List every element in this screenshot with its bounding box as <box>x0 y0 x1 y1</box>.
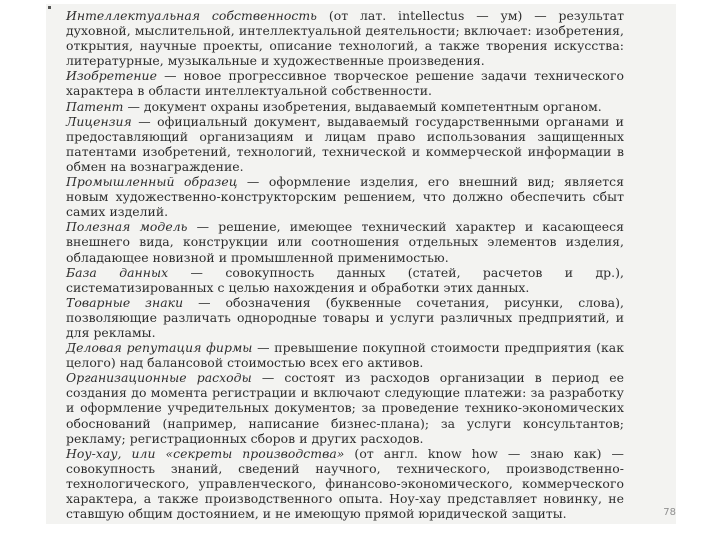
entry-license <box>66 114 624 174</box>
entry-term: Ноу-хау, или «секреты производства» <box>66 445 345 461</box>
entry-term: Лицензия <box>66 113 132 129</box>
entry-definition: — новое прогрессивное творческое решение задачи технического характера в области интеллектуальной собственности. <box>66 68 624 99</box>
entry-organizational-expenses <box>66 370 624 445</box>
entry-definition: (от лат. intellectus — ум) — результат духовной, мыслительной, интеллектуальной деятельности; включает: изобретения, открытия, научные проекты, описание технологий, а также творения искусства: литературные, музыкальные и художественные произведения. <box>66 8 625 69</box>
entry-definition: — оформление изделия, его внешний вид; является новым художественно-конструкторским решением, что должно обеспечить сбыт самих изделий. <box>66 174 624 220</box>
entry-invention <box>66 68 624 98</box>
entry-term: Интеллектуальная собственность <box>66 8 317 23</box>
entry-trademarks <box>66 295 624 340</box>
entry-term: Промышленный образец <box>66 174 238 190</box>
entry-term: Патент <box>66 98 124 114</box>
entry-database <box>66 265 624 295</box>
entry-definition: — решение, имеющее технический характер и касающееся внешнего вида, конструкции или соотношения отдельных элементов изделия, обладающее новизной и промышленной применимостью. <box>66 219 624 265</box>
entry-definition: — официальный документ, выдаваемый государственными органами и предоставляющий организациям и лицам право использования защищенных патентами изобретений, технологий, технической и коммерческой информации в обмен на вознаграждение. <box>66 113 624 174</box>
glossary-text <box>66 8 624 521</box>
entry-goodwill <box>66 340 624 370</box>
entry-definition: — обозначения (буквенные сочетания, рисунки, слова), позволяющие различать однородные товары и услуги различных предприятий, и для рекламы. <box>66 294 624 340</box>
entry-definition: — совокупность данных (статей, расчетов и др.), систематизированных с целью нахождения и обработки этих данных. <box>66 264 624 295</box>
entry-term: Организационные расходы <box>66 370 252 386</box>
entry-definition: (от англ. know how — знаю как) — совокупность знаний, сведений научного, технического, производственно-технологического, управленческого, финансово-экономического, коммерческого характера, а также производственного опыта. Ноу-хау представляет новинку, не ставшую общим достоянием, и не имеющую прямой юридической защиты. <box>66 445 624 522</box>
page-number: 78 <box>663 507 676 518</box>
entry-term: База данных <box>66 264 169 280</box>
scan-dot <box>48 6 51 9</box>
entry-utility-model <box>66 219 624 264</box>
entry-definition: — документ охраны изобретения, выдаваемый компетентным органом. <box>123 98 602 114</box>
entry-term: Полезная модель <box>66 219 188 235</box>
entry-definition: — состоят из расходов организации в период ее создания до момента регистрации и включают следующие платежи: за разработку и оформление учредительных документов; за проведение технико-экономических обоснований (например, написание бизнес-плана); за услуги консультантов; рекламу; регистрационных сборов и других расходов. <box>66 370 624 446</box>
entry-patent <box>66 99 624 114</box>
entry-term: Товарные знаки <box>66 294 184 310</box>
entry-intellectual-property <box>66 8 624 68</box>
entry-industrial-design <box>66 174 624 219</box>
entry-know-how <box>66 446 624 521</box>
entry-term: Изобретение <box>66 68 157 84</box>
entry-definition: — превышение покупной стоимости предприятия (как целого) над балансовой стоимостью всех его активов. <box>66 340 624 371</box>
entry-term: Деловая репутация фирмы <box>66 340 253 356</box>
